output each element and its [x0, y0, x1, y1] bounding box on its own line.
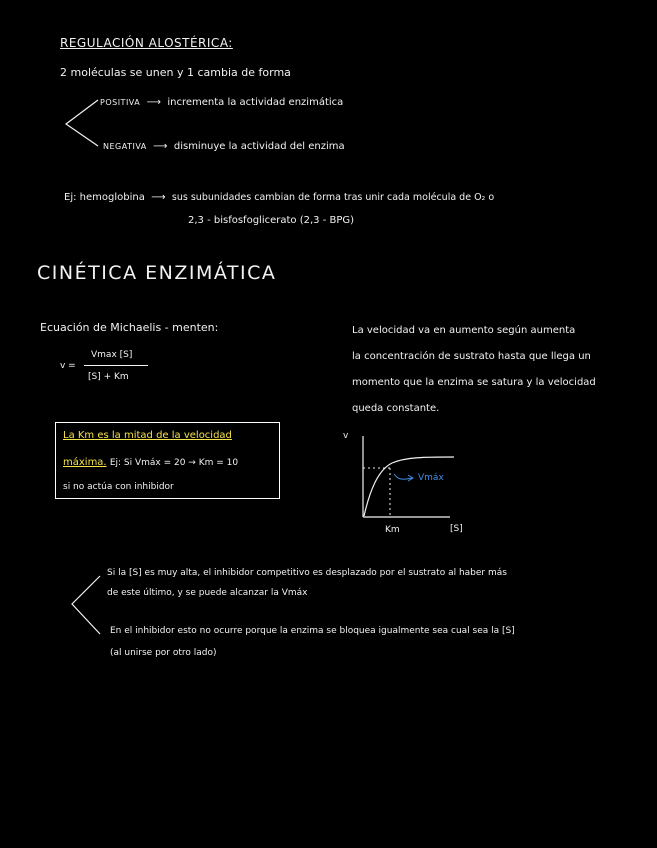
km-note-line2 — [63, 457, 238, 468]
inhibition-line4: (al unirse por otro lado) — [110, 648, 217, 658]
allosteric-title: REGULACIÓN ALOSTÉRICA: — [60, 36, 233, 50]
graph-x-label: [S] — [450, 524, 463, 534]
vmax-arrow — [394, 474, 412, 479]
negative-desc: disminuye la actividad del enzima — [173, 141, 345, 152]
km-note-line3: si no actúa con inhibidor — [63, 482, 174, 492]
description-line: la concentración de sustrato hasta que llega un — [352, 351, 591, 362]
negative-row — [103, 141, 345, 152]
equation-denominator: [S] + Km — [88, 372, 129, 382]
positive-label: POSITIVA — [100, 98, 141, 107]
arrow-right-icon: ⟶ — [149, 141, 171, 152]
equation-numerator: Vmax [S] — [91, 350, 133, 360]
left-bracket-inhibition — [68, 574, 108, 644]
km-note-maxima: máxima. — [63, 457, 107, 468]
saturation-curve — [364, 457, 454, 516]
example-desc: sus subunidades cambian de forma tras unir cada molécula de O₂ o — [171, 192, 495, 203]
example-label: Ej: hemoglobina — [64, 192, 145, 203]
inhibition-line2: de este último, y se puede alcanzar la Vmáx — [107, 588, 308, 598]
km-note-line1: La Km es la mitad de la velocidad — [63, 430, 232, 441]
graph-km-label: Km — [385, 525, 400, 535]
example-bpg: 2,3 - bisfosfoglicerato (2,3 - BPG) — [188, 215, 355, 226]
arrow-right-icon: ⟶ — [148, 192, 169, 203]
example-row — [64, 192, 494, 203]
description-line: queda constante. — [352, 403, 440, 414]
left-bracket-allosteric — [62, 98, 102, 158]
description-line: La velocidad va en aumento según aumenta — [352, 325, 576, 336]
graph-y-label: v — [343, 431, 349, 441]
equation-v: v = — [60, 361, 76, 371]
allosteric-intro: 2 moléculas se unen y 1 cambia de forma — [60, 66, 291, 79]
km-note-example: Ej: Si Vmáx = 20 → Km = 10 — [109, 458, 239, 468]
fraction-line — [84, 365, 148, 366]
kinetics-description — [352, 318, 596, 422]
negative-label: NEGATIVA — [103, 142, 147, 151]
inhibition-line1: Si la [S] es muy alta, el inhibidor competitivo es desplazado por el sustrato al haber más — [107, 568, 507, 578]
description-line: momento que la enzima se satura y la velocidad — [352, 377, 596, 388]
positive-desc: incrementa la actividad enzimática — [167, 97, 344, 108]
graph-vmax-label: Vmáx — [418, 473, 444, 483]
inhibition-line3: En el inhibidor esto no ocurre porque la enzima se bloquea igualmente sea cual sea la [S] — [110, 626, 515, 636]
equation-label: Ecuación de Michaelis - menten: — [40, 321, 219, 334]
positive-row — [100, 97, 343, 108]
kinetics-title: CINÉTICA ENZIMÁTICA — [37, 262, 277, 284]
arrow-right-icon: ⟶ — [143, 97, 165, 108]
